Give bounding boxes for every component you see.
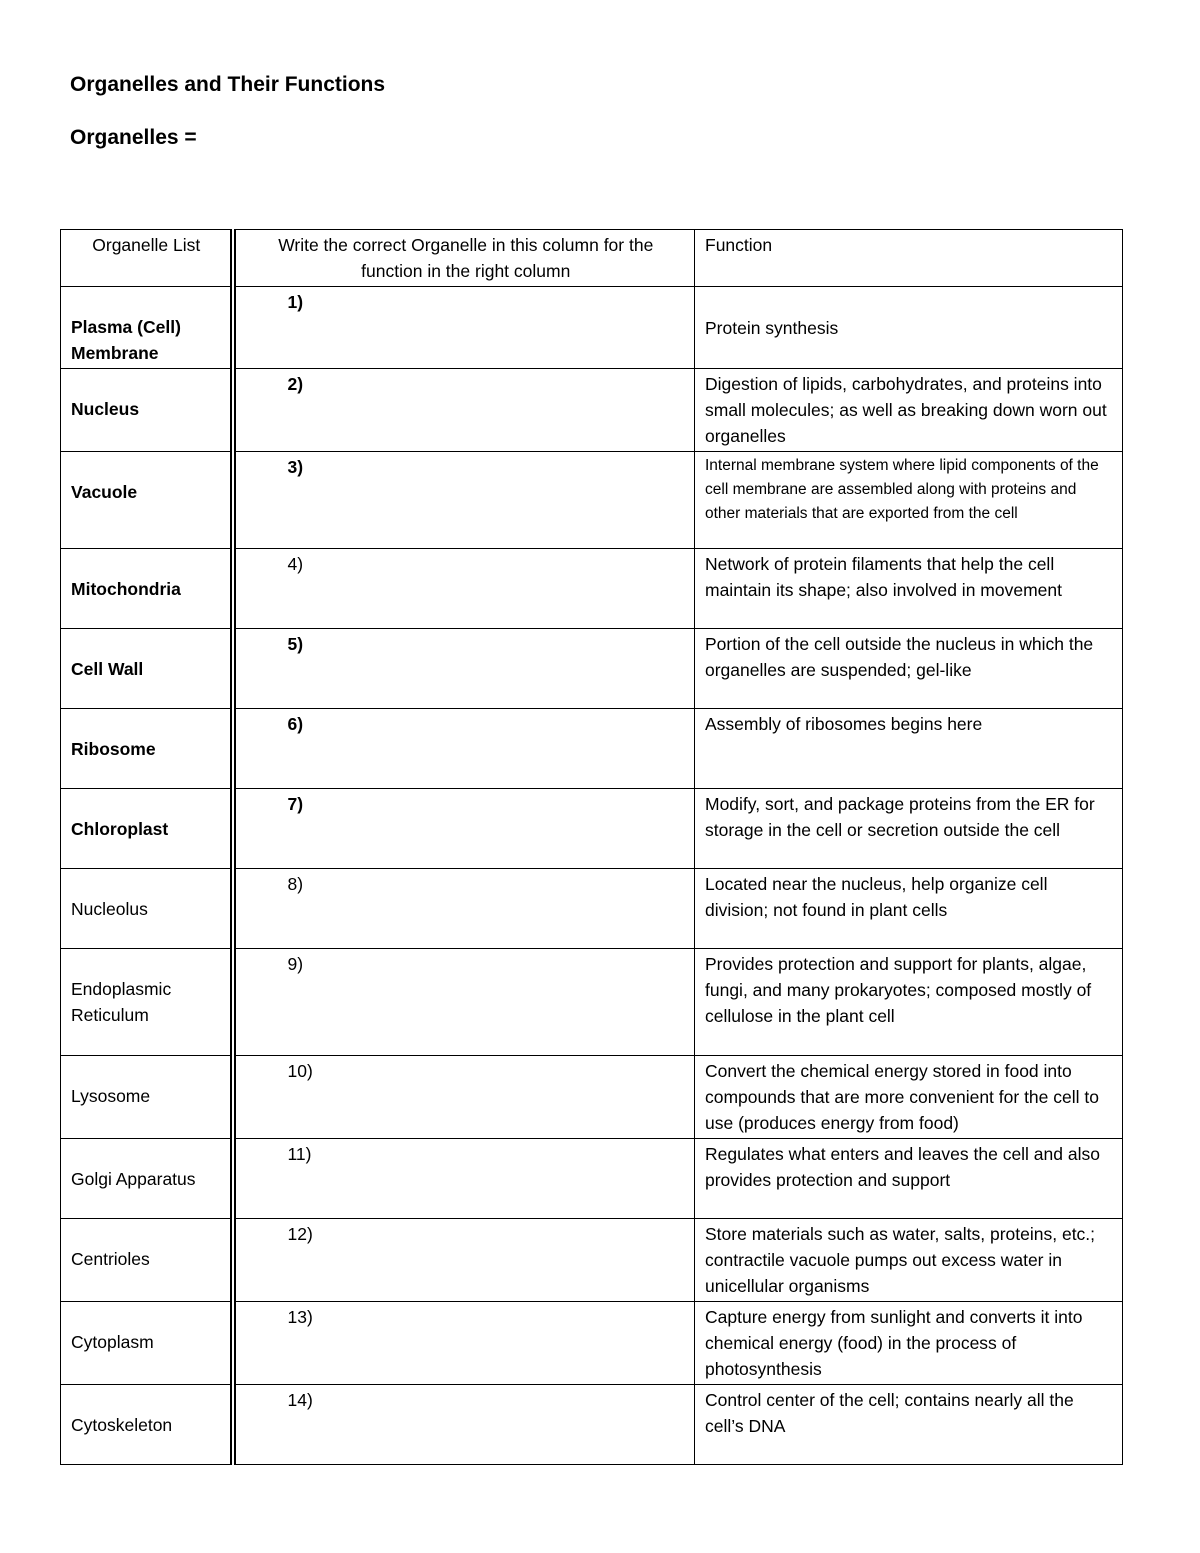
function-text: Capture energy from sunlight and converts it into chemical energy (food) in the process of photosynthesis (695, 1302, 1123, 1385)
answer-cell[interactable]: 11) (233, 1139, 695, 1219)
answer-cell[interactable]: 2) (233, 369, 695, 452)
answer-cell[interactable]: 6) (233, 709, 695, 789)
function-text: Store materials such as water, salts, proteins, etc.; contractile vacuole pumps out excess water in unicellular organisms (695, 1219, 1123, 1302)
organelle-name: Plasma (Cell) Membrane (61, 287, 233, 369)
answer-cell[interactable]: 8) (233, 869, 695, 949)
table-row (61, 1056, 1123, 1139)
table-header-row (61, 230, 1123, 287)
answer-cell[interactable]: 12) (233, 1219, 695, 1302)
table-row (61, 709, 1123, 789)
answer-cell[interactable]: 13) (233, 1302, 695, 1385)
function-text: Modify, sort, and package proteins from the ER for storage in the cell or secretion outside the cell (695, 789, 1123, 869)
organelle-name: Ribosome (61, 709, 233, 789)
header-write-organelle: Write the correct Organelle in this column for the function in the right column (233, 230, 695, 287)
function-text: Located near the nucleus, help organize cell division; not found in plant cells (695, 869, 1123, 949)
function-text: Convert the chemical energy stored in food into compounds that are more convenient for the cell to use (produces energy from food) (695, 1056, 1123, 1139)
organelle-name: Vacuole (61, 452, 233, 549)
organelle-name: Endoplasmic Reticulum (61, 949, 233, 1056)
function-text: Assembly of ribosomes begins here (695, 709, 1123, 789)
function-text: Digestion of lipids, carbohydrates, and proteins into small molecules; as well as breaking down worn out organelles (695, 369, 1123, 452)
table-row (61, 1139, 1123, 1219)
table-row (61, 369, 1123, 452)
function-text: Regulates what enters and leaves the cell and also provides protection and support (695, 1139, 1123, 1219)
organelle-name: Nucleolus (61, 869, 233, 949)
organelle-name: Mitochondria (61, 549, 233, 629)
organelles-definition-prompt: Organelles = (70, 126, 197, 149)
answer-cell[interactable]: 7) (233, 789, 695, 869)
organelle-name: Golgi Apparatus (61, 1139, 233, 1219)
table-row (61, 789, 1123, 869)
header-organelle-list: Organelle List (61, 230, 233, 287)
answer-cell[interactable]: 3) (233, 452, 695, 549)
table-row (61, 1385, 1123, 1465)
function-text: Provides protection and support for plants, algae, fungi, and many prokaryotes; composed mostly of cellulose in the plant cell (695, 949, 1123, 1056)
table-row (61, 549, 1123, 629)
page-title: Organelles and Their Functions (70, 73, 386, 96)
organelle-name: Chloroplast (61, 789, 233, 869)
answer-cell[interactable]: 1) (233, 287, 695, 369)
answer-cell[interactable]: 4) (233, 549, 695, 629)
table-row (61, 629, 1123, 709)
answer-cell[interactable]: 10) (233, 1056, 695, 1139)
table-row (61, 452, 1123, 549)
organelle-name: Nucleus (61, 369, 233, 452)
table-row (61, 1302, 1123, 1385)
function-text: Control center of the cell; contains nearly all the cell’s DNA (695, 1385, 1123, 1465)
answer-cell[interactable]: 14) (233, 1385, 695, 1465)
table-row (61, 869, 1123, 949)
organelle-name: Cytoskeleton (61, 1385, 233, 1465)
organelle-name: Cytoplasm (61, 1302, 233, 1385)
organelle-name: Cell Wall (61, 629, 233, 709)
answer-cell[interactable]: 9) (233, 949, 695, 1056)
organelle-name: Lysosome (61, 1056, 233, 1139)
header-function: Function (695, 230, 1123, 287)
table-row (61, 1219, 1123, 1302)
function-text: Network of protein filaments that help the cell maintain its shape; also involved in movement (695, 549, 1123, 629)
function-text: Protein synthesis (695, 287, 1123, 369)
organelle-name: Centrioles (61, 1219, 233, 1302)
organelle-table (60, 229, 1123, 1465)
table-row (61, 949, 1123, 1056)
answer-cell[interactable]: 5) (233, 629, 695, 709)
table-row (61, 287, 1123, 369)
function-text: Internal membrane system where lipid components of the cell membrane are assembled along with proteins and other materials that are exported from the cell (695, 452, 1123, 549)
function-text: Portion of the cell outside the nucleus in which the organelles are suspended; gel-like (695, 629, 1123, 709)
